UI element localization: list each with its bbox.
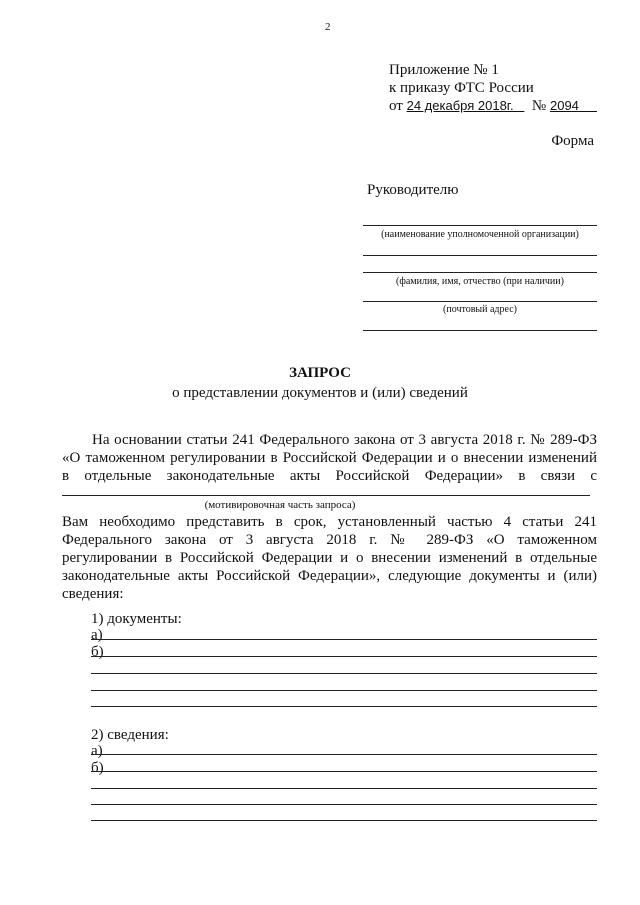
motive-caption: (мотивировочная часть запроса) [204,499,356,511]
para1-line: На основании статьи 241 Федерального закона от 3 августа 2018 г. № 289-ФЗ [92,432,597,448]
name-caption: (фамилия, имя, отчество (при наличии) [396,276,564,287]
info-line [91,788,597,789]
info-line [91,754,597,755]
org-caption: (наименование уполномоченной организации) [381,229,579,240]
documents-line [91,673,597,674]
order-date-value: 24 декабря 2018г. [406,98,514,113]
para2-line: регулировании в Российской Федерации и о внесении изменений в отдельные [62,550,597,566]
info-item-a: а) [91,743,103,759]
order-number-value: 2094 [549,98,579,113]
org-line [363,225,597,226]
motive-line [62,495,590,496]
org-line-2 [363,255,597,256]
document-title: ЗАПРОС [289,365,351,381]
date-prefix: от [389,98,407,114]
order-date-number [389,97,597,115]
order-reference: к приказу ФТС России [389,80,534,96]
para2-line: законодательные акты Российской Федерации», следующие документы и (или) [62,568,597,584]
addressee-title: Руководителю [367,182,459,198]
page-number: 2 [325,21,331,33]
address-line [363,301,597,302]
para1-line: «О таможенном регулировании в Российской Федерации и о внесении изменений [62,450,597,466]
para2-line: сведения: [62,586,124,602]
documents-line [91,656,597,657]
documents-line [91,706,597,707]
documents-item-b: б) [91,644,104,660]
form-label: Форма [551,133,594,149]
order-date [407,98,525,113]
info-line [91,820,597,821]
para1-line: в отдельные законодательные акты Российской Федерации» в связи с [62,468,597,484]
document-subtitle: о представлении документов и (или) сведений [172,385,468,401]
documents-line [91,690,597,691]
address-caption: (почтовый адрес) [443,304,517,315]
documents-item-a: а) [91,627,103,643]
number-label: № [531,98,550,114]
info-line [91,771,597,772]
info-item-b: б) [91,760,104,776]
info-line [91,804,597,805]
name-line [363,272,597,273]
info-heading: 2) сведения: [91,727,169,743]
order-number [550,98,597,113]
para2-line: Федерального закона от 3 августа 2018 г. № 289-ФЗ «О таможенном [62,532,597,548]
para2-line: Вам необходимо представить в срок, установленный частью 4 статьи 241 [62,514,597,530]
address-line-2 [363,330,597,331]
documents-line [91,639,597,640]
documents-heading: 1) документы: [91,611,182,627]
appendix-label: Приложение № 1 [389,62,499,78]
